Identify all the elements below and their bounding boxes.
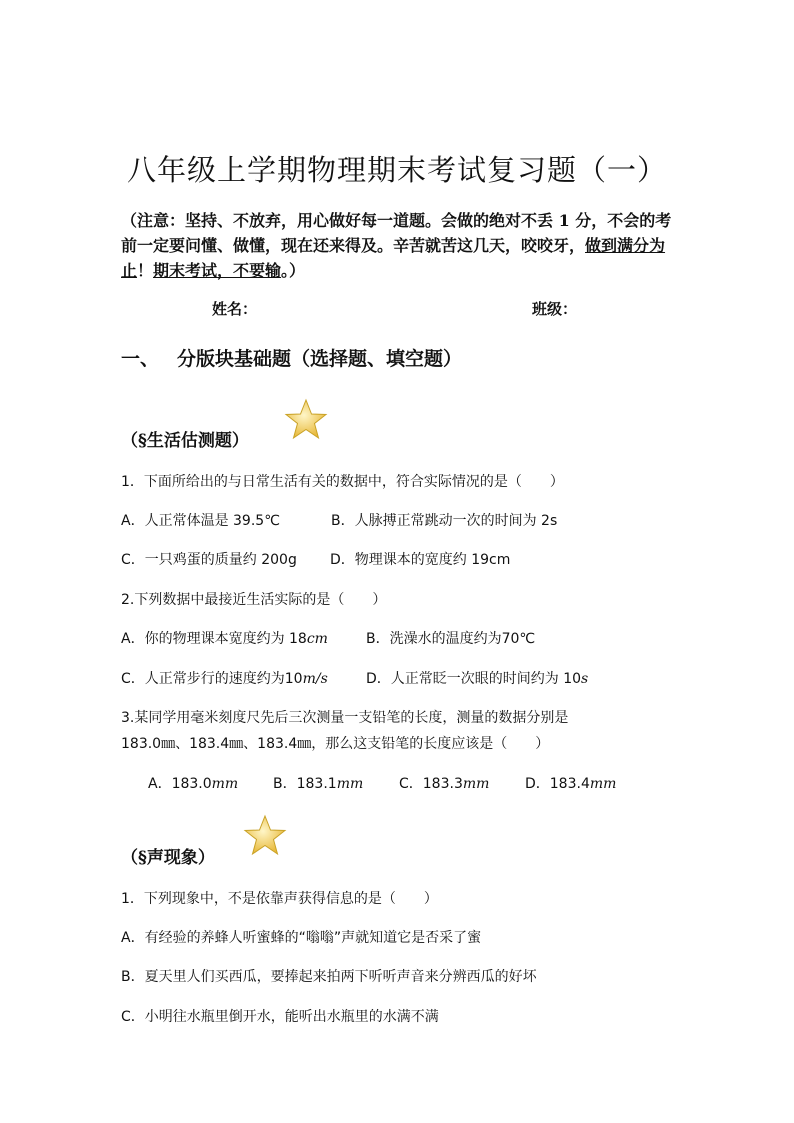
q3-option-d-unit: mm	[589, 776, 617, 792]
q2-option-a-text: A．你的物理课本宽度约为 18	[121, 631, 307, 647]
q3-option-b	[273, 773, 363, 793]
notice-paragraph	[121, 208, 677, 283]
q3-option-c-text: C．183.3	[399, 776, 463, 792]
q2-option-c-unit: m/s	[302, 671, 328, 687]
q2-option-d-unit: s	[581, 671, 589, 687]
q2-option-c	[121, 668, 328, 688]
question-3-stem-line1: 3.某同学用毫米刻度尺先后三次测量一支铅笔的长度，测量的数据分别是	[121, 710, 569, 726]
name-label: 姓名：	[212, 300, 258, 318]
notice-text: （注意：坚持、不放弃，用心做好每一道题。会做的绝对不丢 1 分，不会的考前一定要问懂、做懂，现在还来得及。辛苦就苦这几天，咬咬牙，	[121, 211, 672, 255]
q2-option-d	[366, 668, 588, 688]
q3-option-d	[525, 773, 616, 793]
notice-text-3: 。）	[281, 261, 306, 280]
q3-option-a-unit: mm	[211, 776, 239, 792]
q2-option-a	[121, 628, 328, 648]
q3-option-c	[399, 773, 489, 793]
q2-option-b: B．洗澡水的温度约为70℃	[366, 631, 536, 647]
q3-option-b-text: B．183.1	[273, 776, 337, 792]
q1-option-a: A．人正常体温是 39.5℃	[121, 513, 280, 529]
star-icon	[243, 814, 287, 858]
subsection-title-sound: （§声现象）	[121, 848, 215, 868]
sound-q1-option-c: C．小明往水瓶里倒开水，能听出水瓶里的水满不满	[121, 1009, 439, 1025]
q2-option-a-unit: cm	[306, 631, 328, 647]
q1-option-c: C．一只鸡蛋的质量约 200g	[121, 552, 297, 568]
sound-q1-option-a: A．有经验的养蜂人听蜜蜂的“嗡嗡”声就知道它是否采了蜜	[121, 930, 482, 946]
question-1-stem: 1．下面所给出的与日常生活有关的数据中，符合实际情况的是（ ）	[121, 474, 564, 490]
q2-option-c-text: C．人正常步行的速度约为10	[121, 671, 303, 687]
notice-text-2: ！	[137, 261, 154, 280]
q1-option-b: B．人脉搏正常跳动一次的时间为 2s	[331, 513, 558, 529]
q3-option-b-unit: mm	[336, 776, 364, 792]
page-title: 八年级上学期物理期末考试复习题（一）	[126, 153, 667, 187]
class-label: 班级：	[532, 300, 578, 318]
notice-underlined-1: 做到满分为止	[121, 236, 666, 280]
q3-option-a	[148, 773, 238, 793]
section-heading	[121, 344, 462, 371]
subsection-title-estimation: （§生活估测题）	[121, 431, 249, 451]
q3-option-a-text: A．183.0	[148, 776, 212, 792]
section-number: 一、	[121, 348, 160, 370]
question-3-stem-line2: 183.0㎜、183.4㎜、183.4㎜，那么这支铅笔的长度应该是（ ）	[121, 736, 550, 752]
sound-q1-option-b: B．夏天里人们买西瓜，要捧起来拍两下听听声音来分辨西瓜的好坏	[121, 969, 537, 985]
star-icon	[284, 398, 328, 442]
sound-question-1-stem: 1．下列现象中，不是依靠声获得信息的是（ ）	[121, 891, 438, 907]
q2-option-d-text: D．人正常眨一次眼的时间约为 10	[366, 671, 582, 687]
section-title: 分版块基础题（选择题、填空题）	[177, 348, 463, 370]
q1-option-d: D．物理课本的宽度约 19cm	[330, 552, 511, 568]
notice-underlined-2: 期末考试，不要输	[153, 261, 282, 280]
q3-option-d-text: D．183.4	[525, 776, 590, 792]
q3-option-c-unit: mm	[462, 776, 490, 792]
question-2-stem: 2.下列数据中最接近生活实际的是（ ）	[121, 592, 387, 608]
